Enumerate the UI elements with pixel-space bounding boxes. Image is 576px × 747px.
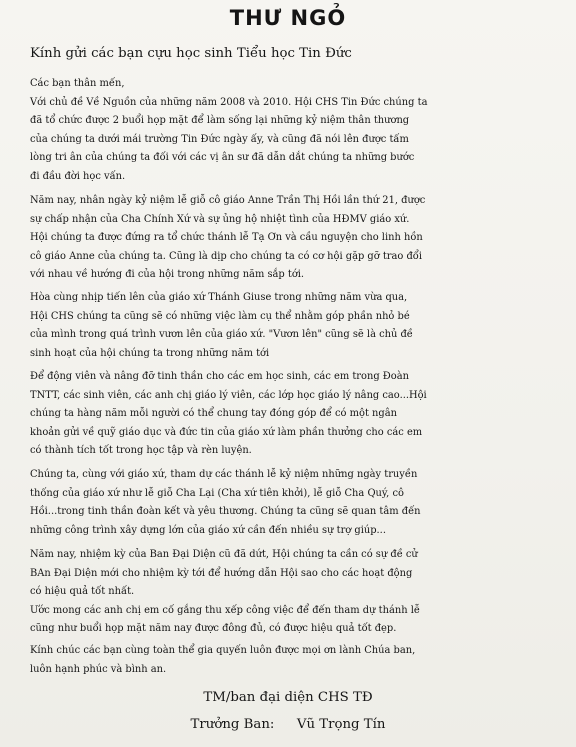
text-line: đi đầu đời học vấn. [30, 170, 126, 182]
paragraph-closing [30, 642, 570, 679]
paragraph-election [30, 546, 570, 639]
text-line: Chúng ta, cùng với giáo xứ, tham dự các thánh lễ kỷ niệm những ngày truyền [30, 469, 418, 480]
paragraph-intro [30, 75, 570, 186]
text-line: Hòa cùng nhịp tiến lên của giáo xứ Thánh Giuse trong những năm vừa qua, [30, 292, 408, 303]
text-line: Với chủ đề Về Nguồn của những năm 2008 và 2010. Hội CHS Tin Đức chúng ta [30, 96, 428, 108]
text-line: cô giáo Anne của chúng ta. Cũng là dịp cho chúng ta có cơ hội gặp gỡ trao đổi [30, 250, 423, 262]
paragraph-progress [30, 289, 570, 363]
text-line: Các bạn thân mến, [30, 78, 125, 89]
text-line: cũng như buổi họp mặt năm nay được đông đủ, có được hiệu quả tốt đẹp. [30, 623, 397, 634]
text-line: Để động viên và nâng đỡ tinh thần cho các em học sinh, các em trong Đoàn [30, 371, 409, 382]
text-line: đã tổ chức được 2 buổi họp mặt để làm sống lại những kỷ niệm thân thương [30, 115, 410, 126]
letter-greeting: Kính gửi các bạn cựu học sinh Tiểu học Tin Đức [30, 46, 352, 61]
letter-title: THƯ NGỎ [229, 6, 347, 30]
text-line: Năm nay, nhân ngày kỷ niệm lễ giỗ cô giáo Anne Trần Thị Hồi lần thứ 21, được [30, 195, 426, 206]
paragraph-traditions [30, 466, 570, 540]
text-line: của chúng ta dưới mái trường Tin Đức ngày ấy, và cũng đã nói lên được tấm [30, 133, 409, 145]
text-line: chúng ta hàng năm mỗi người có thể chung tay đóng góp để có một ngân [30, 408, 397, 419]
text-line: Hội chúng ta được đứng ra tổ chức thánh lễ Tạ Ơn và cầu nguyện cho linh hồn [30, 232, 423, 243]
text-line: Hồi...trong tinh thần đoàn kết và yêu thương. Chúng ta cũng sẽ quan tâm đến [30, 506, 421, 517]
text-line: của mình trong quá trình vươn lên của giáo xứ. "Vươn lên" cũng sẽ là chủ đề [30, 329, 413, 340]
text-line: khoản gửi về quỹ giáo dục và đức tin của giáo xứ làm phần thưởng cho các em [30, 426, 423, 438]
text-line: với nhau về hướng đi của hội trong những năm sắp tới. [30, 269, 305, 280]
text-line: Năm nay, nhiệm kỳ của Ban Đại Diện cũ đã dứt, Hội chúng ta cần có sự đề cử [30, 549, 418, 560]
signature-on-behalf: TM/ban đại diện CHS TĐ [203, 690, 373, 705]
signature-line [0, 717, 576, 732]
text-line: thống của giáo xứ như lễ giỗ Cha Lại (Cha xứ tiên khởi), lễ giỗ Cha Quý, cô [30, 487, 404, 499]
text-line: lòng tri ân của chúng ta đối với các vị ân sư đã dẫn dắt chúng ta những bước [30, 152, 415, 163]
signature-name: Vũ Trọng Tín [296, 717, 386, 732]
text-line: sinh hoạt của hội chúng ta trong những năm tới [30, 347, 270, 359]
text-line: TNTT, các sinh viên, các anh chị giáo lý viên, các lớp học giáo lý nâng cao...Hội [30, 389, 427, 401]
text-line: những công trình xây dựng lớn của giáo xứ cần đến nhiều sự trợ giúp... [30, 524, 386, 536]
text-line: Ước mong các anh chị em cố gắng thu xếp công việc để đến tham dự thánh lễ [30, 604, 420, 616]
text-line: có hiệu quả tốt nhất. [30, 586, 135, 597]
text-line: có thành tích tốt trong học tập và rèn luyện. [30, 445, 252, 456]
text-line: Hội CHS chúng ta cũng sẽ có những việc làm cụ thể nhằm góp phần nhỏ bé [30, 310, 410, 322]
text-line: Kính chúc các bạn cùng toàn thể gia quyến luôn được mọi ơn lành Chúa ban, [30, 645, 416, 656]
text-line: BAn Đại Diện mới cho nhiệm kỳ tới để hướng dẫn Hội sao cho các hoạt động [30, 567, 413, 579]
paragraph-support [30, 368, 570, 461]
signature-role: Trưởng Ban: [190, 717, 275, 732]
paragraph-anniversary [30, 192, 570, 285]
text-line: luôn hạnh phúc và bình an. [30, 663, 167, 675]
text-line: sự chấp nhận của Cha Chính Xứ và sự ủng hộ nhiệt tình của HĐMV giáo xứ. [30, 213, 410, 225]
